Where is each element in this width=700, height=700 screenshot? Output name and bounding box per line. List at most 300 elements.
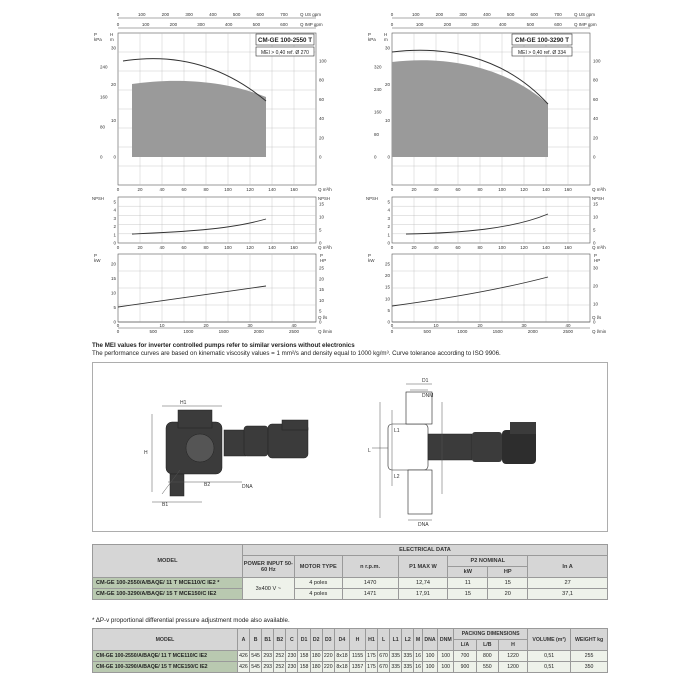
tick-label: 15 bbox=[319, 201, 325, 207]
value-cell: 900 bbox=[454, 662, 476, 673]
tick-label: 10 bbox=[319, 214, 325, 220]
tick-label: 200 bbox=[161, 12, 170, 17]
right-q-label-1: Q m³/h bbox=[592, 187, 606, 192]
svg-text:NPSH: NPSH bbox=[592, 196, 604, 201]
tick-label: 20 bbox=[319, 135, 325, 141]
value-cell: 670 bbox=[378, 662, 390, 673]
left-performance-chart bbox=[88, 6, 350, 336]
value-cell: 800 bbox=[476, 651, 498, 662]
tick-label: 0 bbox=[116, 12, 120, 17]
tick-label: 100 bbox=[498, 245, 506, 250]
packing-col: L/A bbox=[454, 640, 476, 651]
right-qls-label: Q l/s bbox=[592, 315, 602, 320]
tick-label: 20 bbox=[593, 135, 599, 141]
value-cell: 255 bbox=[571, 651, 608, 662]
tick-label: 100 bbox=[411, 12, 420, 17]
value-cell: 293 bbox=[262, 662, 274, 673]
tick-label: 160 bbox=[100, 94, 108, 100]
value-cell: 0,51 bbox=[528, 651, 571, 662]
tick-label: 500 bbox=[526, 22, 535, 27]
tick-label: 1 bbox=[387, 232, 390, 238]
tick-label: 500 bbox=[149, 329, 157, 334]
value-cell: 335 bbox=[402, 662, 414, 673]
tick-label: 0 bbox=[116, 187, 120, 192]
tick-label: 2 bbox=[113, 224, 116, 230]
value-cell: 1220 bbox=[498, 651, 527, 662]
tick-label: 20 bbox=[384, 273, 390, 279]
tick-label: 120 bbox=[246, 245, 254, 250]
tick-label: 500 bbox=[232, 12, 241, 17]
tick-label: 20 bbox=[411, 187, 417, 192]
value-cell: 545 bbox=[250, 662, 262, 673]
tick-label: 100 bbox=[415, 22, 424, 27]
packing-col: H bbox=[498, 640, 527, 651]
value-cell: 158 bbox=[298, 662, 310, 673]
tick-label: 0 bbox=[374, 154, 377, 160]
tick-label: 2000 bbox=[527, 329, 538, 334]
tick-label: 30 bbox=[384, 45, 390, 51]
tick-label: 600 bbox=[530, 12, 539, 17]
value-cell: 1357 bbox=[350, 662, 366, 673]
tick-label: 300 bbox=[185, 12, 193, 17]
tick-label: 10 bbox=[110, 290, 116, 296]
tick-label: 600 bbox=[554, 22, 562, 27]
tick-label: 2500 bbox=[562, 329, 574, 334]
value-cell: 8x18 bbox=[334, 662, 349, 673]
tick-label: 60 bbox=[181, 245, 187, 250]
power-value: 3x400 V ~ bbox=[242, 578, 294, 600]
svg-text:HP: HP bbox=[594, 258, 601, 263]
tick-label: 15 bbox=[110, 276, 116, 281]
svg-text:P: P bbox=[368, 32, 372, 37]
tick-label: 200 bbox=[435, 12, 444, 17]
tick-label: 80 bbox=[477, 187, 483, 192]
tick-label: 4 bbox=[113, 207, 116, 213]
value-cell: 100 bbox=[422, 651, 437, 662]
tick-label: 160 bbox=[564, 187, 572, 192]
tick-label: 600 bbox=[280, 22, 288, 27]
tick-label: 300 bbox=[459, 12, 467, 17]
tick-label: 0 bbox=[593, 319, 596, 325]
tick-label: 700 bbox=[280, 12, 288, 17]
left-q-label-1: Q m³/h bbox=[318, 187, 332, 192]
pump-side-view bbox=[166, 410, 308, 496]
tick-label: 30 bbox=[593, 265, 599, 271]
tick-label: 20 bbox=[411, 245, 417, 250]
dim-col-b: B bbox=[250, 629, 262, 651]
value-cell: 158 bbox=[298, 651, 310, 662]
tick-label: 20 bbox=[384, 81, 390, 87]
tick-label: 160 bbox=[290, 245, 298, 250]
label-d1: D1 bbox=[422, 378, 429, 384]
svg-text:P: P bbox=[320, 253, 324, 258]
svg-text:P: P bbox=[94, 32, 98, 37]
tick-label: 700 bbox=[554, 12, 562, 17]
tick-label: 40 bbox=[433, 245, 439, 250]
tick-label: 0 bbox=[593, 240, 596, 246]
label-h1: H1 bbox=[180, 400, 187, 406]
tick-label: 2000 bbox=[253, 329, 264, 334]
left-chart-frame bbox=[118, 33, 316, 322]
dim-col-a: A bbox=[237, 629, 249, 651]
p2-header: P2 NOMINAL bbox=[448, 556, 528, 567]
tick-label: 5 bbox=[593, 227, 596, 233]
right-usgpm-label: Q US gpm bbox=[574, 12, 596, 17]
left-model-label: CM-GE 100-2550 T bbox=[258, 37, 312, 44]
tick-label: 500 bbox=[506, 12, 515, 17]
tick-label: 160 bbox=[290, 187, 298, 192]
tick-label: 140 bbox=[268, 187, 276, 192]
volume-header: VOLUME (m³) bbox=[528, 629, 571, 651]
dim-col-dna: DNA bbox=[422, 629, 437, 651]
elec-group-header: ELECTRICAL DATA bbox=[242, 545, 607, 556]
left-qls-label: Q l/s bbox=[318, 315, 328, 320]
tick-label: 200 bbox=[443, 22, 452, 27]
p1-header: P1 MAX W bbox=[398, 556, 448, 578]
tick-label: 10 bbox=[433, 323, 439, 328]
tick-label: 20 bbox=[110, 81, 116, 87]
tick-label: 15 bbox=[384, 284, 390, 290]
tick-label: 60 bbox=[455, 187, 461, 192]
label-dna: DNA bbox=[418, 522, 429, 528]
tick-label: 500 bbox=[423, 329, 431, 334]
tick-label: 240 bbox=[374, 87, 382, 92]
value-cell: 16 bbox=[414, 662, 423, 673]
power-input-header: POWER INPUT 50-60 Hz bbox=[242, 556, 294, 578]
dim-model-header: MODEL bbox=[93, 629, 238, 651]
tick-label: 40 bbox=[593, 116, 599, 122]
left-q-label-2: Q m³/h bbox=[318, 245, 332, 250]
svg-text:NPSH: NPSH bbox=[366, 196, 378, 201]
value-cell: 0,51 bbox=[528, 662, 571, 673]
right-impgpm-label: Q IMP gpm bbox=[574, 22, 597, 27]
tick-label: 20 bbox=[477, 323, 483, 328]
tick-label: 80 bbox=[203, 187, 209, 192]
tick-label: 160 bbox=[564, 245, 572, 250]
tick-label: 40 bbox=[159, 245, 165, 250]
dim-col-d2: D2 bbox=[310, 629, 322, 651]
tick-label: 30 bbox=[110, 45, 116, 51]
tick-label: 30 bbox=[247, 323, 253, 328]
label-l: L bbox=[368, 448, 371, 454]
tick-label: 80 bbox=[477, 245, 483, 250]
tick-label: 0 bbox=[390, 323, 394, 328]
svg-text:m: m bbox=[384, 37, 388, 42]
value-cell: 335 bbox=[390, 662, 402, 673]
tick-label: 0 bbox=[116, 323, 120, 328]
tick-label: 5 bbox=[113, 199, 116, 205]
svg-text:kW: kW bbox=[94, 258, 101, 263]
svg-text:P: P bbox=[94, 253, 98, 258]
tick-label: 240 bbox=[100, 64, 108, 70]
value-cell: 175 bbox=[365, 662, 377, 673]
table-row bbox=[93, 651, 608, 662]
value-cell: 293 bbox=[262, 651, 274, 662]
tick-label: 80 bbox=[203, 245, 209, 250]
tick-label: 20 bbox=[110, 261, 116, 267]
tick-label: 5 bbox=[319, 308, 322, 314]
dim-col-dnm: DNM bbox=[438, 629, 454, 651]
tick-label: 100 bbox=[224, 187, 232, 192]
left-usgpm-label: Q US gpm bbox=[300, 12, 322, 17]
tick-label: 80 bbox=[100, 124, 106, 130]
right-model-label: CM-GE 100-3290 T bbox=[515, 37, 569, 44]
value-cell: 670 bbox=[378, 651, 390, 662]
tick-label: 300 bbox=[471, 22, 479, 27]
tick-label: 10 bbox=[593, 214, 599, 220]
value-cell: 230 bbox=[286, 662, 298, 673]
tick-label: 20 bbox=[319, 276, 325, 282]
label-l2: L2 bbox=[394, 474, 400, 480]
label-dna-side: DNA bbox=[242, 484, 253, 490]
tick-label: 5 bbox=[319, 227, 322, 233]
right-ql-label: Q l/min bbox=[592, 329, 607, 334]
tick-label: 10 bbox=[384, 118, 390, 124]
tick-label: 40 bbox=[433, 187, 439, 192]
tick-label: 0 bbox=[113, 319, 116, 325]
value-cell: 426 bbox=[237, 662, 249, 673]
tick-label: 320 bbox=[374, 64, 382, 70]
value-cell: 100 bbox=[438, 651, 454, 662]
right-power-curve bbox=[392, 277, 548, 306]
model-cell: CM-GE 100-3290/A/BAQE/ 15 T MCE150/C IE2 bbox=[93, 662, 238, 673]
svg-text:NPSH: NPSH bbox=[318, 196, 330, 201]
tick-label: 60 bbox=[181, 187, 187, 192]
right-npsh-curve bbox=[406, 214, 548, 234]
tick-label: 1000 bbox=[183, 329, 194, 334]
tick-label: 60 bbox=[593, 96, 599, 102]
tick-label: 100 bbox=[224, 245, 232, 250]
dim-col-l: L bbox=[378, 629, 390, 651]
tick-label: 0 bbox=[593, 154, 596, 160]
label-h: H bbox=[144, 450, 148, 456]
tick-label: 0 bbox=[116, 245, 120, 250]
tick-label: 80 bbox=[319, 77, 325, 83]
electrical-data-table bbox=[92, 544, 608, 600]
packing-col: L/B bbox=[476, 640, 498, 651]
tick-label: 15 bbox=[319, 287, 325, 293]
hp-header: HP bbox=[488, 567, 528, 578]
dp-note: * ΔP-v proportional differential pressure adjustment mode also available. bbox=[92, 617, 290, 624]
tick-label: 0 bbox=[387, 154, 390, 160]
tick-label: 0 bbox=[319, 154, 322, 160]
tick-label: 20 bbox=[203, 323, 209, 328]
tick-label: 0 bbox=[116, 22, 120, 27]
dim-col-d1: D1 bbox=[298, 629, 310, 651]
svg-text:P: P bbox=[594, 253, 598, 258]
value-cell: 1155 bbox=[350, 651, 366, 662]
left-ql-label: Q l/min bbox=[318, 329, 333, 334]
tick-label: 0 bbox=[390, 329, 394, 334]
right-shaded-area bbox=[392, 60, 548, 157]
svg-text:NPSH: NPSH bbox=[92, 196, 104, 201]
tick-label: 1500 bbox=[492, 329, 503, 334]
tick-label: 400 bbox=[209, 12, 217, 17]
value-cell: 550 bbox=[476, 662, 498, 673]
mei-note: The MEI values for inverter controlled pumps refer to similar versions without electronics bbox=[92, 342, 355, 349]
value-cell: 252 bbox=[274, 651, 286, 662]
value-cell: 350 bbox=[571, 662, 608, 673]
value-cell: 16 bbox=[414, 651, 423, 662]
weight-header: WEIGHT kg bbox=[571, 629, 608, 651]
svg-text:H: H bbox=[384, 32, 388, 37]
elec-model-header: MODEL bbox=[93, 545, 243, 578]
value-cell: 230 bbox=[286, 651, 298, 662]
dimension-drawing bbox=[92, 362, 608, 532]
tick-label: 20 bbox=[593, 283, 599, 289]
curves-note: The performance curves are based on kinematic viscosity values = 1 mm²/s and density equal to 1000 kg/m³. Curve tolerance according to ISO 9906. bbox=[92, 350, 501, 357]
tick-label: 3 bbox=[113, 215, 116, 221]
tick-label: 10 bbox=[384, 296, 390, 302]
motor-type-header: MOTOR TYPE bbox=[294, 556, 342, 578]
tick-label: 40 bbox=[319, 116, 325, 122]
tick-label: 40 bbox=[565, 323, 571, 328]
value-cell: 700 bbox=[454, 651, 476, 662]
dim-col-h: H bbox=[350, 629, 366, 651]
tick-label: 0 bbox=[387, 319, 390, 325]
tick-label: 20 bbox=[137, 187, 143, 192]
tick-label: 10 bbox=[319, 297, 325, 303]
tick-label: 600 bbox=[256, 12, 265, 17]
right-q-label-2: Q m³/h bbox=[592, 245, 606, 250]
table-row bbox=[93, 662, 608, 673]
tick-label: 3 bbox=[387, 215, 390, 221]
tick-label: 40 bbox=[291, 323, 297, 328]
in-header: In A bbox=[528, 556, 608, 578]
value-cell: 335 bbox=[390, 651, 402, 662]
left-npsh-curve bbox=[132, 219, 266, 234]
dim-col-b2: B2 bbox=[274, 629, 286, 651]
tick-label: 100 bbox=[137, 12, 146, 17]
tick-label: 120 bbox=[520, 245, 528, 250]
tick-label: 400 bbox=[224, 22, 233, 27]
tick-label: 5 bbox=[387, 199, 390, 205]
dim-col-h1: H1 bbox=[365, 629, 377, 651]
tick-label: 0 bbox=[390, 245, 394, 250]
tick-label: 0 bbox=[390, 187, 394, 192]
dim-col-l2: L2 bbox=[402, 629, 414, 651]
svg-text:kPa: kPa bbox=[368, 37, 376, 42]
dimensions-table bbox=[92, 628, 608, 673]
tick-label: 10 bbox=[159, 323, 165, 328]
tick-label: 160 bbox=[374, 109, 382, 115]
tick-label: 1500 bbox=[218, 329, 229, 334]
tick-label: 10 bbox=[593, 301, 599, 307]
tick-label: 400 bbox=[498, 22, 507, 27]
svg-text:HP: HP bbox=[320, 258, 327, 263]
tick-label: 100 bbox=[498, 187, 506, 192]
svg-text:m: m bbox=[110, 37, 114, 42]
tick-label: 200 bbox=[169, 22, 178, 27]
tick-label: 100 bbox=[319, 58, 327, 64]
tick-label: 500 bbox=[252, 22, 261, 27]
value-cell: 100 bbox=[422, 662, 437, 673]
value-cell: 335 bbox=[402, 651, 414, 662]
tick-label: 0 bbox=[113, 240, 116, 246]
tick-label: 0 bbox=[319, 319, 322, 325]
table-row: CM-GE 100-3290/A/BAQE/ 15 T MCE150/C IE2 4 poles 1471 17,91 15 20 37,1 bbox=[93, 589, 608, 600]
tick-label: 60 bbox=[455, 245, 461, 250]
tick-label: 300 bbox=[197, 22, 205, 27]
rpm-header: n r.p.m. bbox=[342, 556, 398, 578]
tick-label: 140 bbox=[542, 187, 550, 192]
value-cell: 545 bbox=[250, 651, 262, 662]
tick-label: 0 bbox=[113, 154, 116, 160]
tick-label: 400 bbox=[483, 12, 491, 17]
left-grid bbox=[118, 33, 316, 322]
label-b1: B1 bbox=[162, 502, 169, 508]
value-cell: 220 bbox=[322, 651, 334, 662]
value-cell: 426 bbox=[237, 651, 249, 662]
svg-text:H: H bbox=[110, 32, 114, 37]
right-performance-chart bbox=[362, 6, 624, 336]
tick-label: 0 bbox=[390, 12, 394, 17]
left-impgpm-label: Q IMP gpm bbox=[300, 22, 323, 27]
packing-header: PACKING DIMENSIONS bbox=[454, 629, 528, 640]
tick-label: 0 bbox=[387, 240, 390, 246]
tick-label: 10 bbox=[110, 118, 116, 124]
value-cell: 175 bbox=[365, 651, 377, 662]
model-cell: CM-GE 100-2550/A/BAQE/ 11 T MCE110/C IE2 bbox=[93, 651, 238, 662]
dim-col-l1: L1 bbox=[390, 629, 402, 651]
tick-label: 0 bbox=[116, 329, 120, 334]
tick-label: 80 bbox=[374, 132, 380, 137]
left-shaded-area bbox=[132, 81, 266, 157]
value-cell: 252 bbox=[274, 662, 286, 673]
dim-col-d3: D3 bbox=[322, 629, 334, 651]
tick-label: 0 bbox=[100, 154, 103, 160]
tick-label: 30 bbox=[521, 323, 527, 328]
label-b2: B2 bbox=[204, 482, 211, 488]
tick-label: 5 bbox=[387, 307, 390, 313]
tick-label: 120 bbox=[246, 187, 254, 192]
tick-label: 80 bbox=[593, 77, 599, 83]
tick-label: 0 bbox=[390, 22, 394, 27]
tick-label: 2 bbox=[387, 224, 390, 230]
value-cell: 8x18 bbox=[334, 651, 349, 662]
table-row: CM-GE 100-2550/A/BAQE/ 11 T MCE110/C IE2 * 3x400 V ~ 4 poles 1470 12,74 11 15 27 bbox=[93, 578, 608, 589]
tick-label: 2500 bbox=[288, 329, 300, 334]
value-cell: 1200 bbox=[498, 662, 527, 673]
value-cell: 220 bbox=[322, 662, 334, 673]
dim-col-m: M bbox=[414, 629, 423, 651]
tick-label: 100 bbox=[141, 22, 150, 27]
tick-label: 20 bbox=[137, 245, 143, 250]
tick-label: 100 bbox=[593, 58, 601, 64]
tick-label: 120 bbox=[520, 187, 528, 192]
tick-label: 1 bbox=[113, 232, 116, 238]
tick-label: 140 bbox=[542, 245, 550, 250]
tick-label: 25 bbox=[319, 265, 325, 271]
label-dnm: DNM bbox=[422, 393, 434, 399]
value-cell: 180 bbox=[310, 662, 322, 673]
tick-label: 15 bbox=[593, 201, 599, 207]
svg-text:P: P bbox=[368, 253, 372, 258]
tick-label: 5 bbox=[113, 305, 116, 310]
pump-front-view bbox=[388, 392, 536, 514]
tick-label: 25 bbox=[384, 261, 390, 267]
kw-header: kW bbox=[448, 567, 488, 578]
tick-label: 0 bbox=[319, 240, 322, 246]
value-cell: 180 bbox=[310, 651, 322, 662]
svg-text:kPa: kPa bbox=[94, 37, 102, 42]
dim-col-d4: D4 bbox=[334, 629, 349, 651]
tick-label: 140 bbox=[268, 245, 276, 250]
tick-label: 60 bbox=[319, 96, 325, 102]
tick-label: 1000 bbox=[457, 329, 468, 334]
dim-col-c: C bbox=[286, 629, 298, 651]
svg-text:kW: kW bbox=[368, 258, 375, 263]
